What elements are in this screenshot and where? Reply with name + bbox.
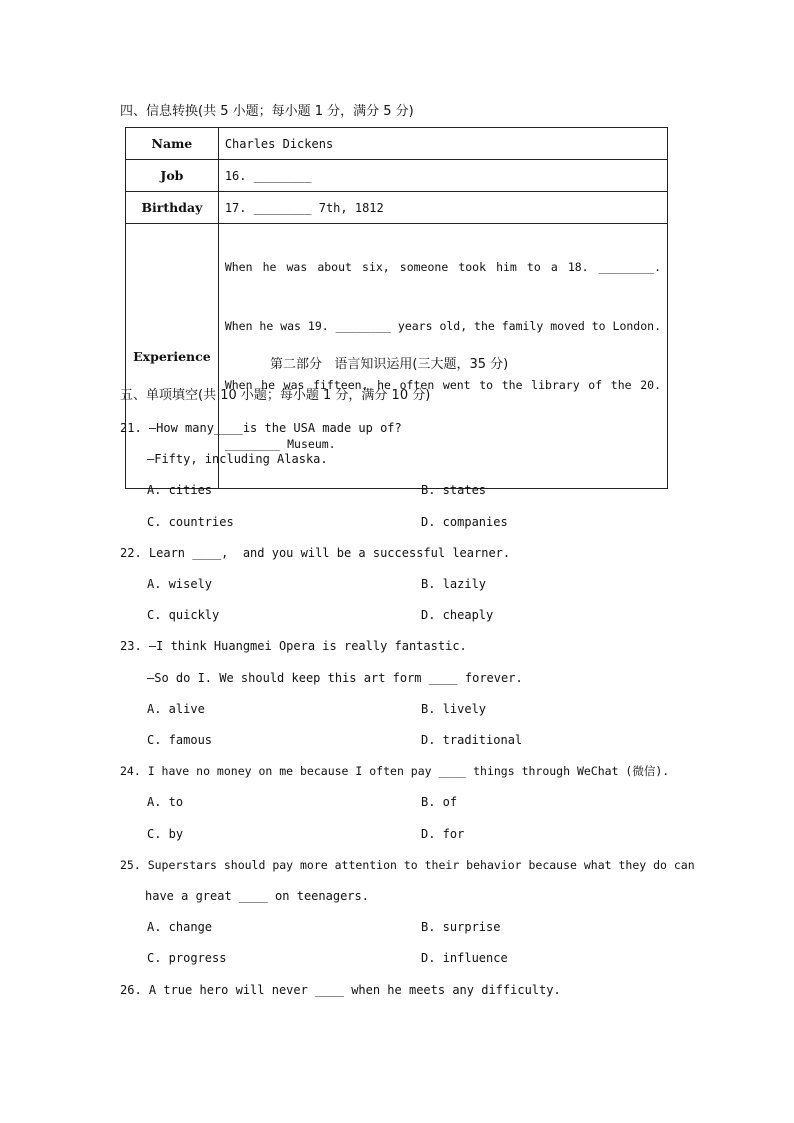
q22-option-c: C. quickly [147, 608, 220, 622]
table-row-experience [126, 224, 668, 489]
question-25-stem-cont: have a great ____ on teenagers. [145, 889, 369, 903]
experience-line: When he was fifteen, he often went to the library of the 20. [224, 378, 661, 392]
question-24-stem: 24. I have no money on me because I often pay ____ things through WeChat (微信). [120, 764, 670, 778]
experience-line: When he was about six, someone took him to a 18. ________. [224, 260, 661, 274]
name-value: Charles Dickens [218, 128, 667, 160]
q24-option-a: A. to [147, 795, 184, 809]
q21-option-a: A. cities [147, 483, 213, 497]
q24-option-c: C. by [147, 827, 184, 841]
birthday-label: Birthday [126, 192, 219, 224]
q23-option-c: C. famous [147, 733, 213, 747]
table-row-job [126, 160, 668, 192]
q22-option-d: D. cheaply [421, 608, 494, 622]
question-21-stem: 21. —How many____is the USA made up of? [120, 421, 402, 435]
job-label: Job [126, 160, 219, 192]
q24-option-b: B. of [421, 795, 458, 809]
q21-option-c: C. countries [147, 515, 234, 529]
question-22-stem: 22. Learn ____, and you will be a successful learner. [120, 546, 511, 560]
table-row-birthday [126, 192, 668, 224]
q23-option-a: A. alive [147, 702, 205, 716]
q23-option-b: B. lively [421, 702, 487, 716]
q21-option-b: B. states [421, 483, 487, 497]
question-23-answer: —So do I. We should keep this art form ____ forever. [147, 671, 523, 685]
name-label: Name [126, 128, 219, 160]
table-row-name [126, 128, 668, 160]
birthday-value: 17. ________ 7th, 1812 [218, 192, 667, 224]
section5-heading: 五、单项填空(共 10 小题；每小题 1 分，满分 10 分) [120, 388, 431, 403]
experience-line: ________ Museum. [224, 437, 336, 451]
q24-option-d: D. for [421, 827, 465, 841]
job-value: 16. ________ [218, 160, 667, 192]
q22-option-a: A. wisely [147, 577, 213, 591]
section4-heading: 四、信息转换(共 5 小题；每小题 1 分，满分 5 分) [120, 104, 414, 119]
question-23-stem: 23. —I think Huangmei Opera is really fantastic. [120, 639, 467, 653]
part2-heading: 第二部分 语言知识运用(三大题，35 分) [270, 357, 509, 372]
q23-option-d: D. traditional [421, 733, 523, 747]
q25-option-a: A. change [147, 920, 213, 934]
q25-option-d: D. influence [421, 951, 508, 965]
experience-line: When he was 19. ________ years old, the family moved to London. [224, 319, 661, 333]
experience-label: Experience [126, 224, 219, 489]
experience-value [218, 224, 667, 489]
q22-option-b: B. lazily [421, 577, 487, 591]
question-21-answer: —Fifty, including Alaska. [147, 452, 328, 466]
q25-option-b: B. surprise [421, 920, 501, 934]
q25-option-c: C. progress [147, 951, 227, 965]
question-25-stem: 25. Superstars should pay more attention to their behavior because what they do can [120, 858, 695, 872]
q21-option-d: D. companies [421, 515, 508, 529]
question-26-stem: 26. A true hero will never ____ when he meets any difficulty. [120, 983, 561, 997]
